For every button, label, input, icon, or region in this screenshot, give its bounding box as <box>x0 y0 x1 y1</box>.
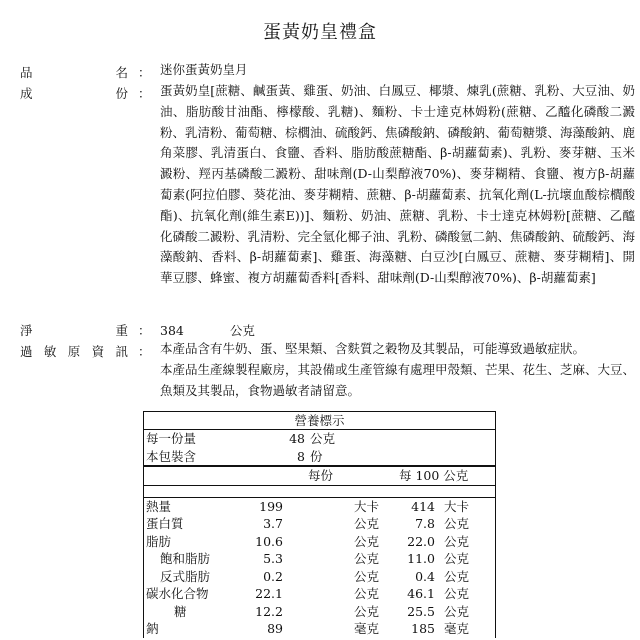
per-serving-value: 0.2 <box>263 568 283 584</box>
per-100g-unit: 公克 <box>444 516 470 531</box>
allergen-paragraph-2: 本產品生產線製程廠房，其設備或生產管線有處理甲殼類、芒果、花生、芝麻、大豆、魚類及其製品，食物過敏者請留意。 <box>160 361 636 398</box>
servings-per-package-unit: 份 <box>310 448 323 464</box>
per-serving-value: 199 <box>259 498 283 514</box>
per-100g-value: 11.0 <box>407 551 435 566</box>
per-serving-unit: 公克 <box>354 568 380 584</box>
serving-size-label: 每一份量 <box>146 431 197 446</box>
nutrient-name: 飽和脂肪 <box>160 551 211 566</box>
per-100g-unit: 公克 <box>444 568 470 584</box>
nutrient-row <box>144 550 495 568</box>
nutrient-name: 糖 <box>174 603 187 619</box>
per-serving-unit: 公克 <box>354 516 380 531</box>
per-100g-unit: 公克 <box>444 533 470 549</box>
per-100g-value: 0.4 <box>415 568 435 584</box>
per-serving-header: 每份 <box>308 468 334 483</box>
per-100g-value: 414 <box>411 498 435 514</box>
per-serving-unit: 公克 <box>354 603 380 619</box>
servings-per-package-row <box>144 448 495 468</box>
servings-per-package-value: 8 <box>297 448 305 464</box>
per-serving-value: 3.7 <box>263 516 283 531</box>
nutrient-name: 熱量 <box>146 498 172 514</box>
nutrient-row <box>144 498 495 516</box>
nutrient-row <box>144 620 495 638</box>
column-header-row <box>144 467 495 486</box>
product-name-value: 迷你蛋黃奶皇月 <box>160 62 248 77</box>
nutrient-name: 鈉 <box>146 621 159 636</box>
per-100g-unit: 公克 <box>444 603 470 619</box>
per-100g-value: 7.8 <box>415 516 435 531</box>
nutrient-row <box>144 585 495 603</box>
table-divider <box>144 486 495 498</box>
per-serving-unit: 公克 <box>354 533 380 549</box>
nutrient-row <box>144 515 495 533</box>
nutrient-row <box>144 568 495 586</box>
per-serving-value: 10.6 <box>255 533 283 549</box>
nutrient-name: 反式脂肪 <box>160 568 211 584</box>
nutrient-row <box>144 533 495 551</box>
per-100g-value: 25.5 <box>407 603 435 619</box>
net-weight <box>160 321 255 339</box>
nutrient-name: 碳水化合物 <box>146 586 209 601</box>
colon: ： <box>138 344 151 359</box>
servings-per-package-label: 本包裝含 <box>146 448 197 464</box>
net-weight-unit: 公克 <box>229 323 255 338</box>
per-serving-unit: 公克 <box>354 551 380 566</box>
nutrient-rows <box>144 498 495 638</box>
serving-size-value: 48 <box>289 431 305 446</box>
per-100g-unit: 公克 <box>444 551 470 566</box>
net-weight-label: 淨重 <box>20 323 128 338</box>
per-100g-unit: 毫克 <box>444 621 470 636</box>
nutrition-facts-table <box>143 411 496 638</box>
per-serving-value: 5.3 <box>263 551 283 566</box>
per-serving-unit: 公克 <box>354 586 380 601</box>
nutrition-header: 營養標示 <box>144 412 495 430</box>
per-100g-header: 每 100 公克 <box>399 468 469 483</box>
colon: ： <box>138 86 151 101</box>
per-serving-value: 12.2 <box>255 603 283 619</box>
page-title: 蛋黃奶皇禮盒 <box>263 22 377 43</box>
net-weight-value: 384 <box>160 323 184 338</box>
product-name-label: 品名 <box>20 65 128 80</box>
per-100g-value: 22.0 <box>407 533 435 549</box>
per-100g-unit: 公克 <box>444 586 470 601</box>
per-serving-unit: 大卡 <box>354 498 380 514</box>
serving-size-row <box>144 430 495 448</box>
allergen-paragraph-1: 本產品含有牛奶、蛋、堅果類、含麩質之穀物及其製品，可能導致過敏症狀。 <box>160 341 586 356</box>
ingredients-value: 蛋黃奶皇[蔗糖、鹹蛋黃、雞蛋、奶油、白鳳豆、椰漿、煉乳(蔗糖、乳粉、大豆油、奶油、脂肪酸甘油酯、檸檬酸、乳糖)、麵粉、卡士達克林姆粉(蔗糖、乙醯化磷酸二澱粉、乳清粉、葡萄糖、棕櫚油、硫酸鈣、焦磷酸鈉、磷酸鈉、葡萄糖漿、海藻酸鈉、鹿角菜膠、乳清蛋白、食鹽、香料、脂肪酸蔗糖酯、β-胡蘿蔔素)、乳粉、麥芽糖、玉米澱粉、羥丙基磷酸二澱粉、甜味劑(D-山梨醇液70%)、麥芽糊精、食鹽、複方β-胡蘿蔔素(阿拉伯膠、葵花油、麥芽糊精、蔗糖、β-胡蘿蔔素、抗氧化劑(L-抗壞血酸棕櫚酸酯)、抗氧化劑(維生素E))]、麵粉、奶油、蔗糖、乳粉、卡士達克林姆粉[蔗糖、乙醯化磷酸二澱粉、乳清粉、完全氫化椰子油、乳粉、磷酸氫二鈉、焦磷酸鈉、硫酸鈣、海藻酸鈉、香料、β-胡蘿蔔素]、雞蛋、海藻糖、白豆沙[白鳳豆、蔗糖、麥芽糊精]、開華豆膠、蜂蜜、複方胡蘿蔔香料[香料、甜味劑(D-山梨醇液70%)、β-胡蘿蔔素] <box>160 83 636 286</box>
per-100g-unit: 大卡 <box>444 498 470 514</box>
allergen-value <box>160 339 635 401</box>
colon: ： <box>138 65 151 80</box>
per-serving-value: 22.1 <box>255 586 283 601</box>
ingredients-label: 成份 <box>20 86 128 101</box>
nutrient-name: 脂肪 <box>146 533 172 549</box>
per-100g-value: 46.1 <box>407 586 435 601</box>
nutrient-name: 蛋白質 <box>146 516 184 531</box>
per-100g-value: 185 <box>411 621 435 636</box>
per-serving-unit: 毫克 <box>354 621 380 636</box>
colon: ： <box>138 323 151 338</box>
per-serving-value: 89 <box>267 621 283 636</box>
nutrient-row <box>144 603 495 621</box>
allergen-label: 過敏原資訊 <box>20 344 128 359</box>
serving-size-unit: 公克 <box>310 431 336 446</box>
